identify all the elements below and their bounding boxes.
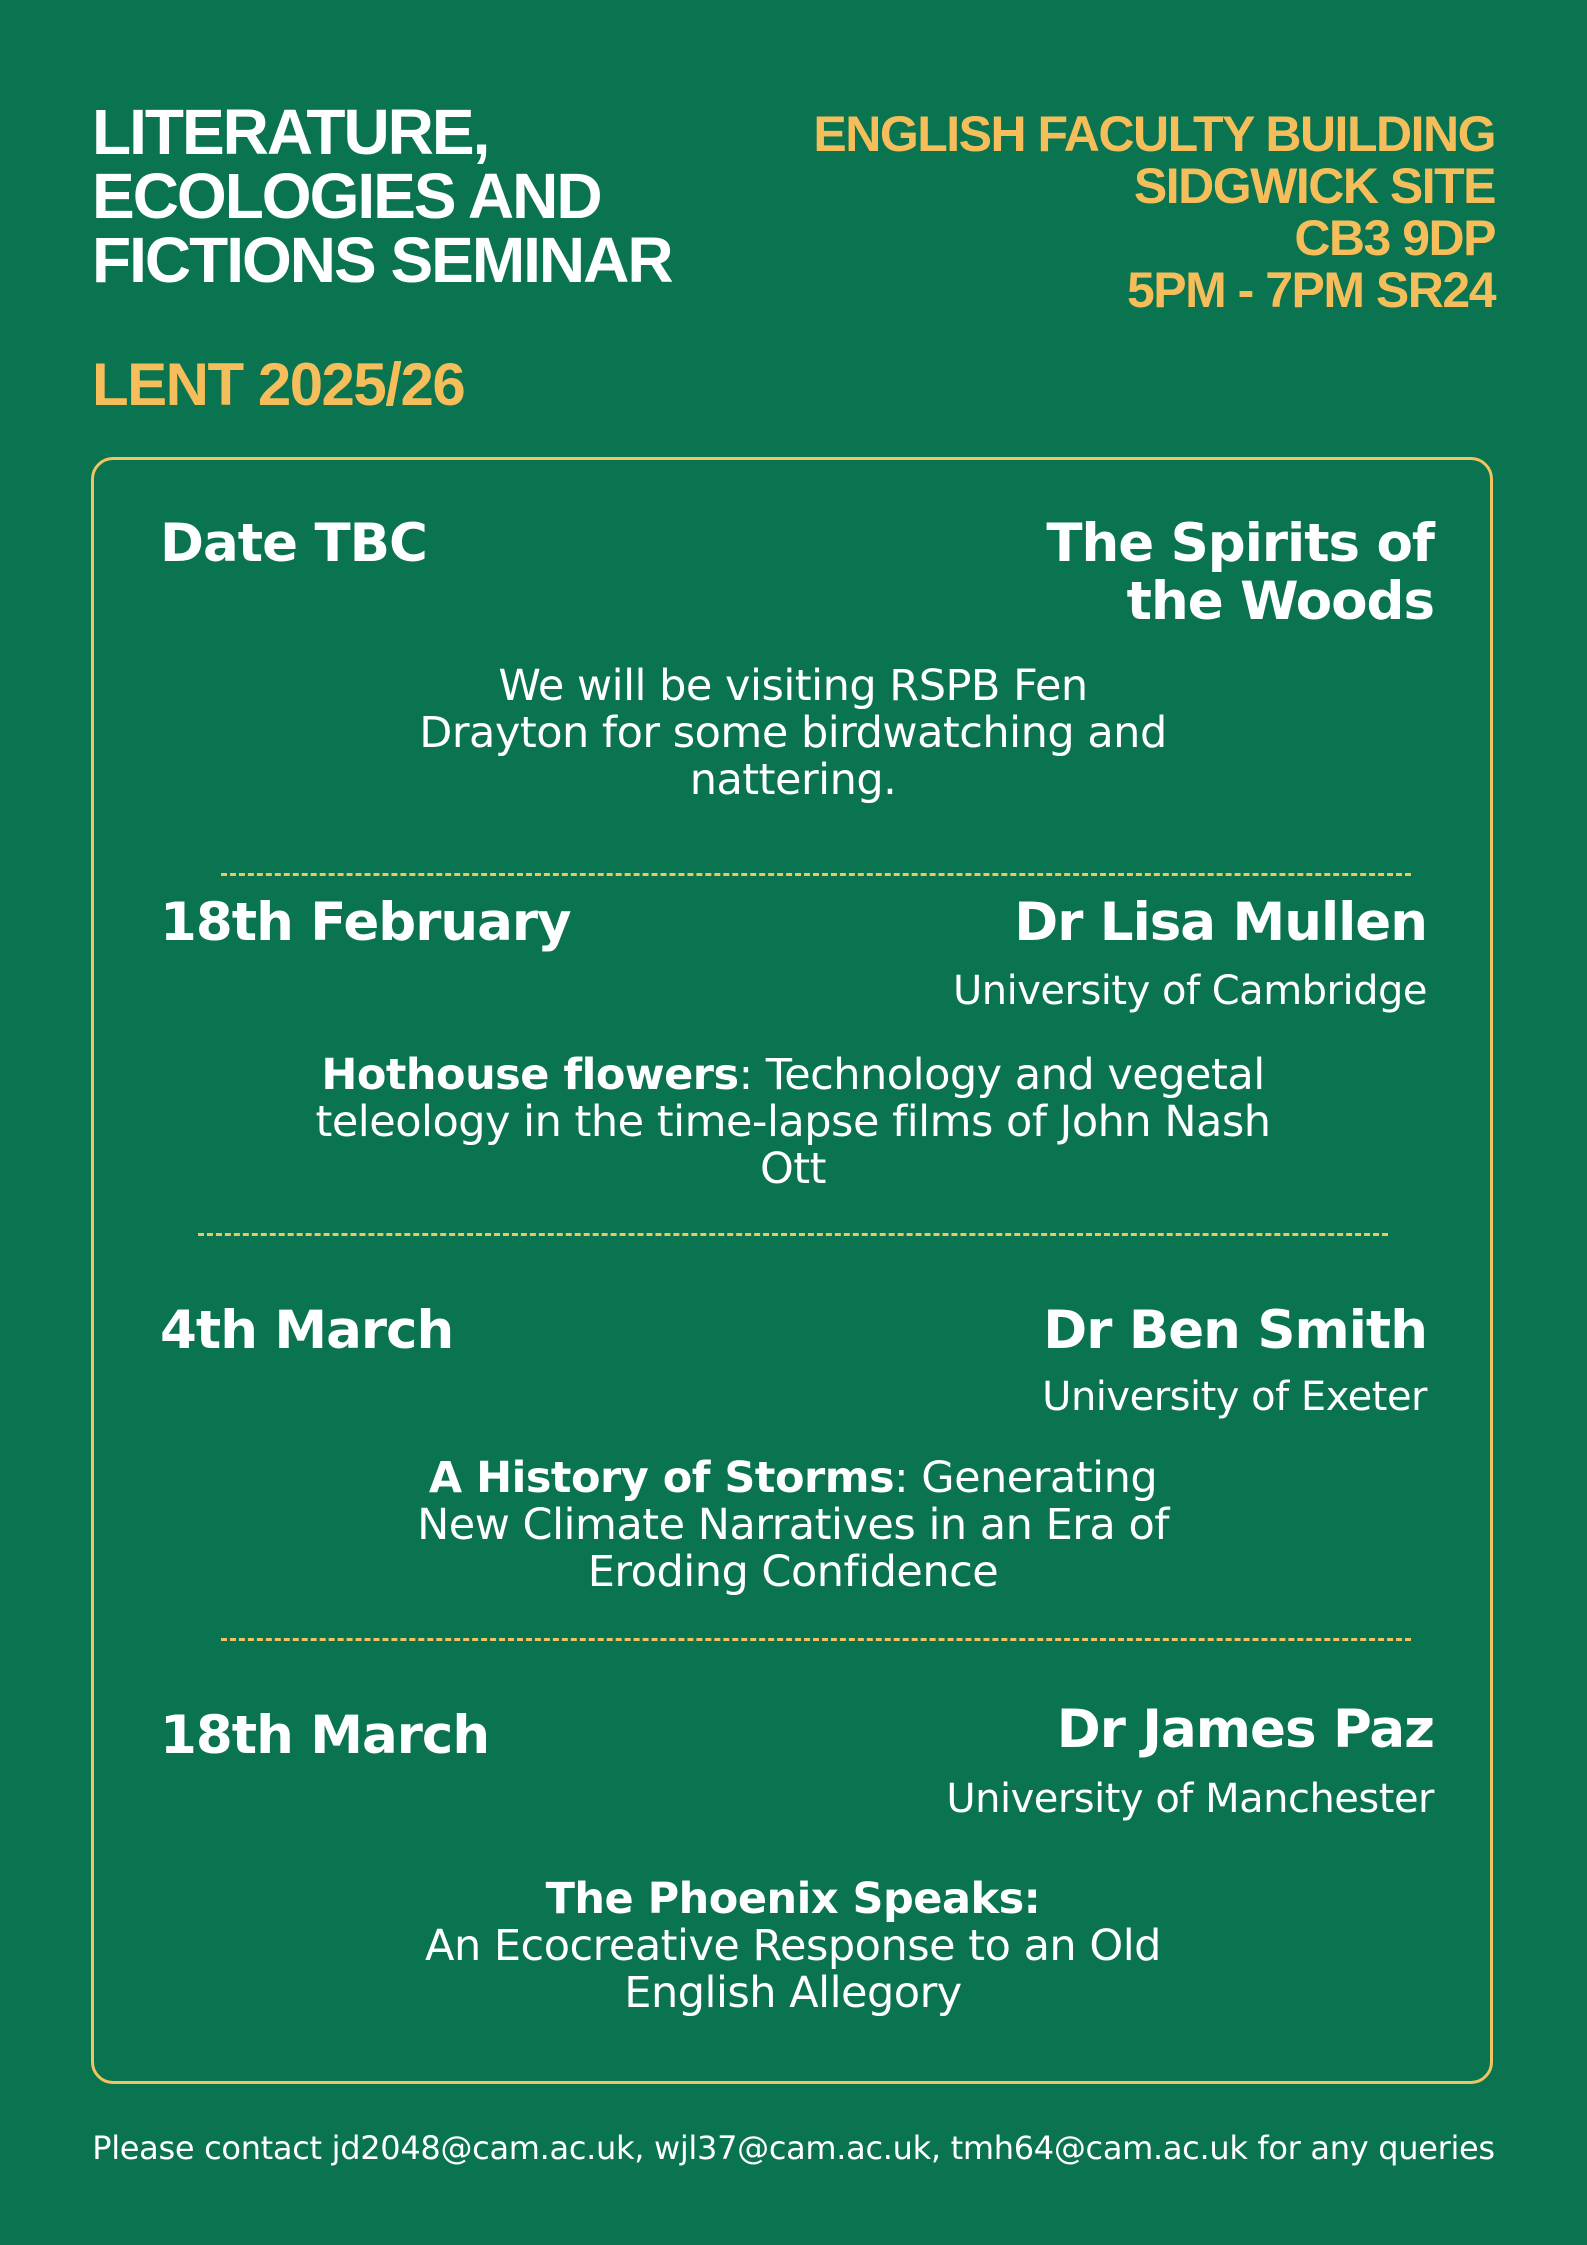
venue-time-room: 5PM - 7PM SR24 [1126, 262, 1495, 318]
talk-title-line: teleology in the time-lapse films of John Nash [315, 1097, 1271, 1147]
talk-title [193, 1455, 1393, 1596]
contact-footer: Please contact jd2048@cam.ac.uk, wjl37@cam.ac.uk, tmh64@cam.ac.uk for any queries [92, 2129, 1495, 2167]
venue-site: SIDGWICK SITE [1133, 158, 1495, 214]
event-divider [221, 1638, 1411, 1641]
speaker-name: Dr Lisa Mullen [1014, 892, 1427, 953]
talk-title-line: Ott [759, 1144, 827, 1194]
talk-title-line: English Allegory [624, 1968, 962, 2018]
event-title-line: The Spirits of [1046, 513, 1434, 574]
event-description [193, 663, 1393, 804]
talk-title-line [193, 1876, 1393, 1923]
talk-title [193, 1876, 1393, 2017]
speaker-affiliation: University of Manchester [946, 1776, 1434, 1822]
event-date: 4th March [160, 1300, 454, 1361]
event-title-line: the Woods [1126, 571, 1434, 632]
speaker-name: Dr Ben Smith [1043, 1300, 1427, 1361]
talk-title-line [193, 1052, 1393, 1099]
talk-title-line: An Ecocreative Response to an Old [425, 1921, 1161, 1971]
event-description-line: nattering. [689, 755, 897, 805]
speaker-name: Dr James Paz [1056, 1699, 1434, 1760]
talk-title-bold: The Phoenix Speaks: [545, 1874, 1041, 1924]
talk-title-bold: A History of Storms [428, 1453, 895, 1503]
series-title [92, 96, 792, 296]
event-title [1046, 515, 1434, 631]
talk-title [193, 1052, 1393, 1193]
talk-title-text: : Technology and vegetal [738, 1050, 1265, 1100]
event-description-line: Drayton for some birdwatching and [419, 708, 1167, 758]
event-date: 18th February [160, 892, 571, 953]
event-divider [221, 873, 1411, 876]
talk-title-line: Eroding Confidence [587, 1547, 999, 1597]
talk-title-bold: Hothouse flowers [321, 1050, 739, 1100]
speaker-affiliation: University of Exeter [1042, 1374, 1427, 1420]
series-title-line: ECOLOGIES AND [92, 160, 601, 232]
talk-title-line [193, 1455, 1393, 1502]
event-date: 18th March [160, 1705, 490, 1766]
event-divider [198, 1233, 1388, 1236]
event-date: Date TBC [160, 513, 427, 574]
event-description-line: We will be visiting RSPB Fen [498, 661, 1088, 711]
series-title-line: FICTIONS SEMINAR [92, 224, 672, 296]
venue-building: ENGLISH FACULTY BUILDING [813, 106, 1495, 162]
series-title-line: LITERATURE, [92, 96, 489, 168]
speaker-affiliation: University of Cambridge [952, 968, 1427, 1014]
venue-details [735, 108, 1495, 316]
talk-title-line: New Climate Narratives in an Era of [417, 1500, 1169, 1550]
talk-title-text: : Generating [894, 1453, 1158, 1503]
term-label: LENT 2025/26 [92, 351, 465, 418]
venue-postcode: CB3 9DP [1294, 210, 1495, 266]
